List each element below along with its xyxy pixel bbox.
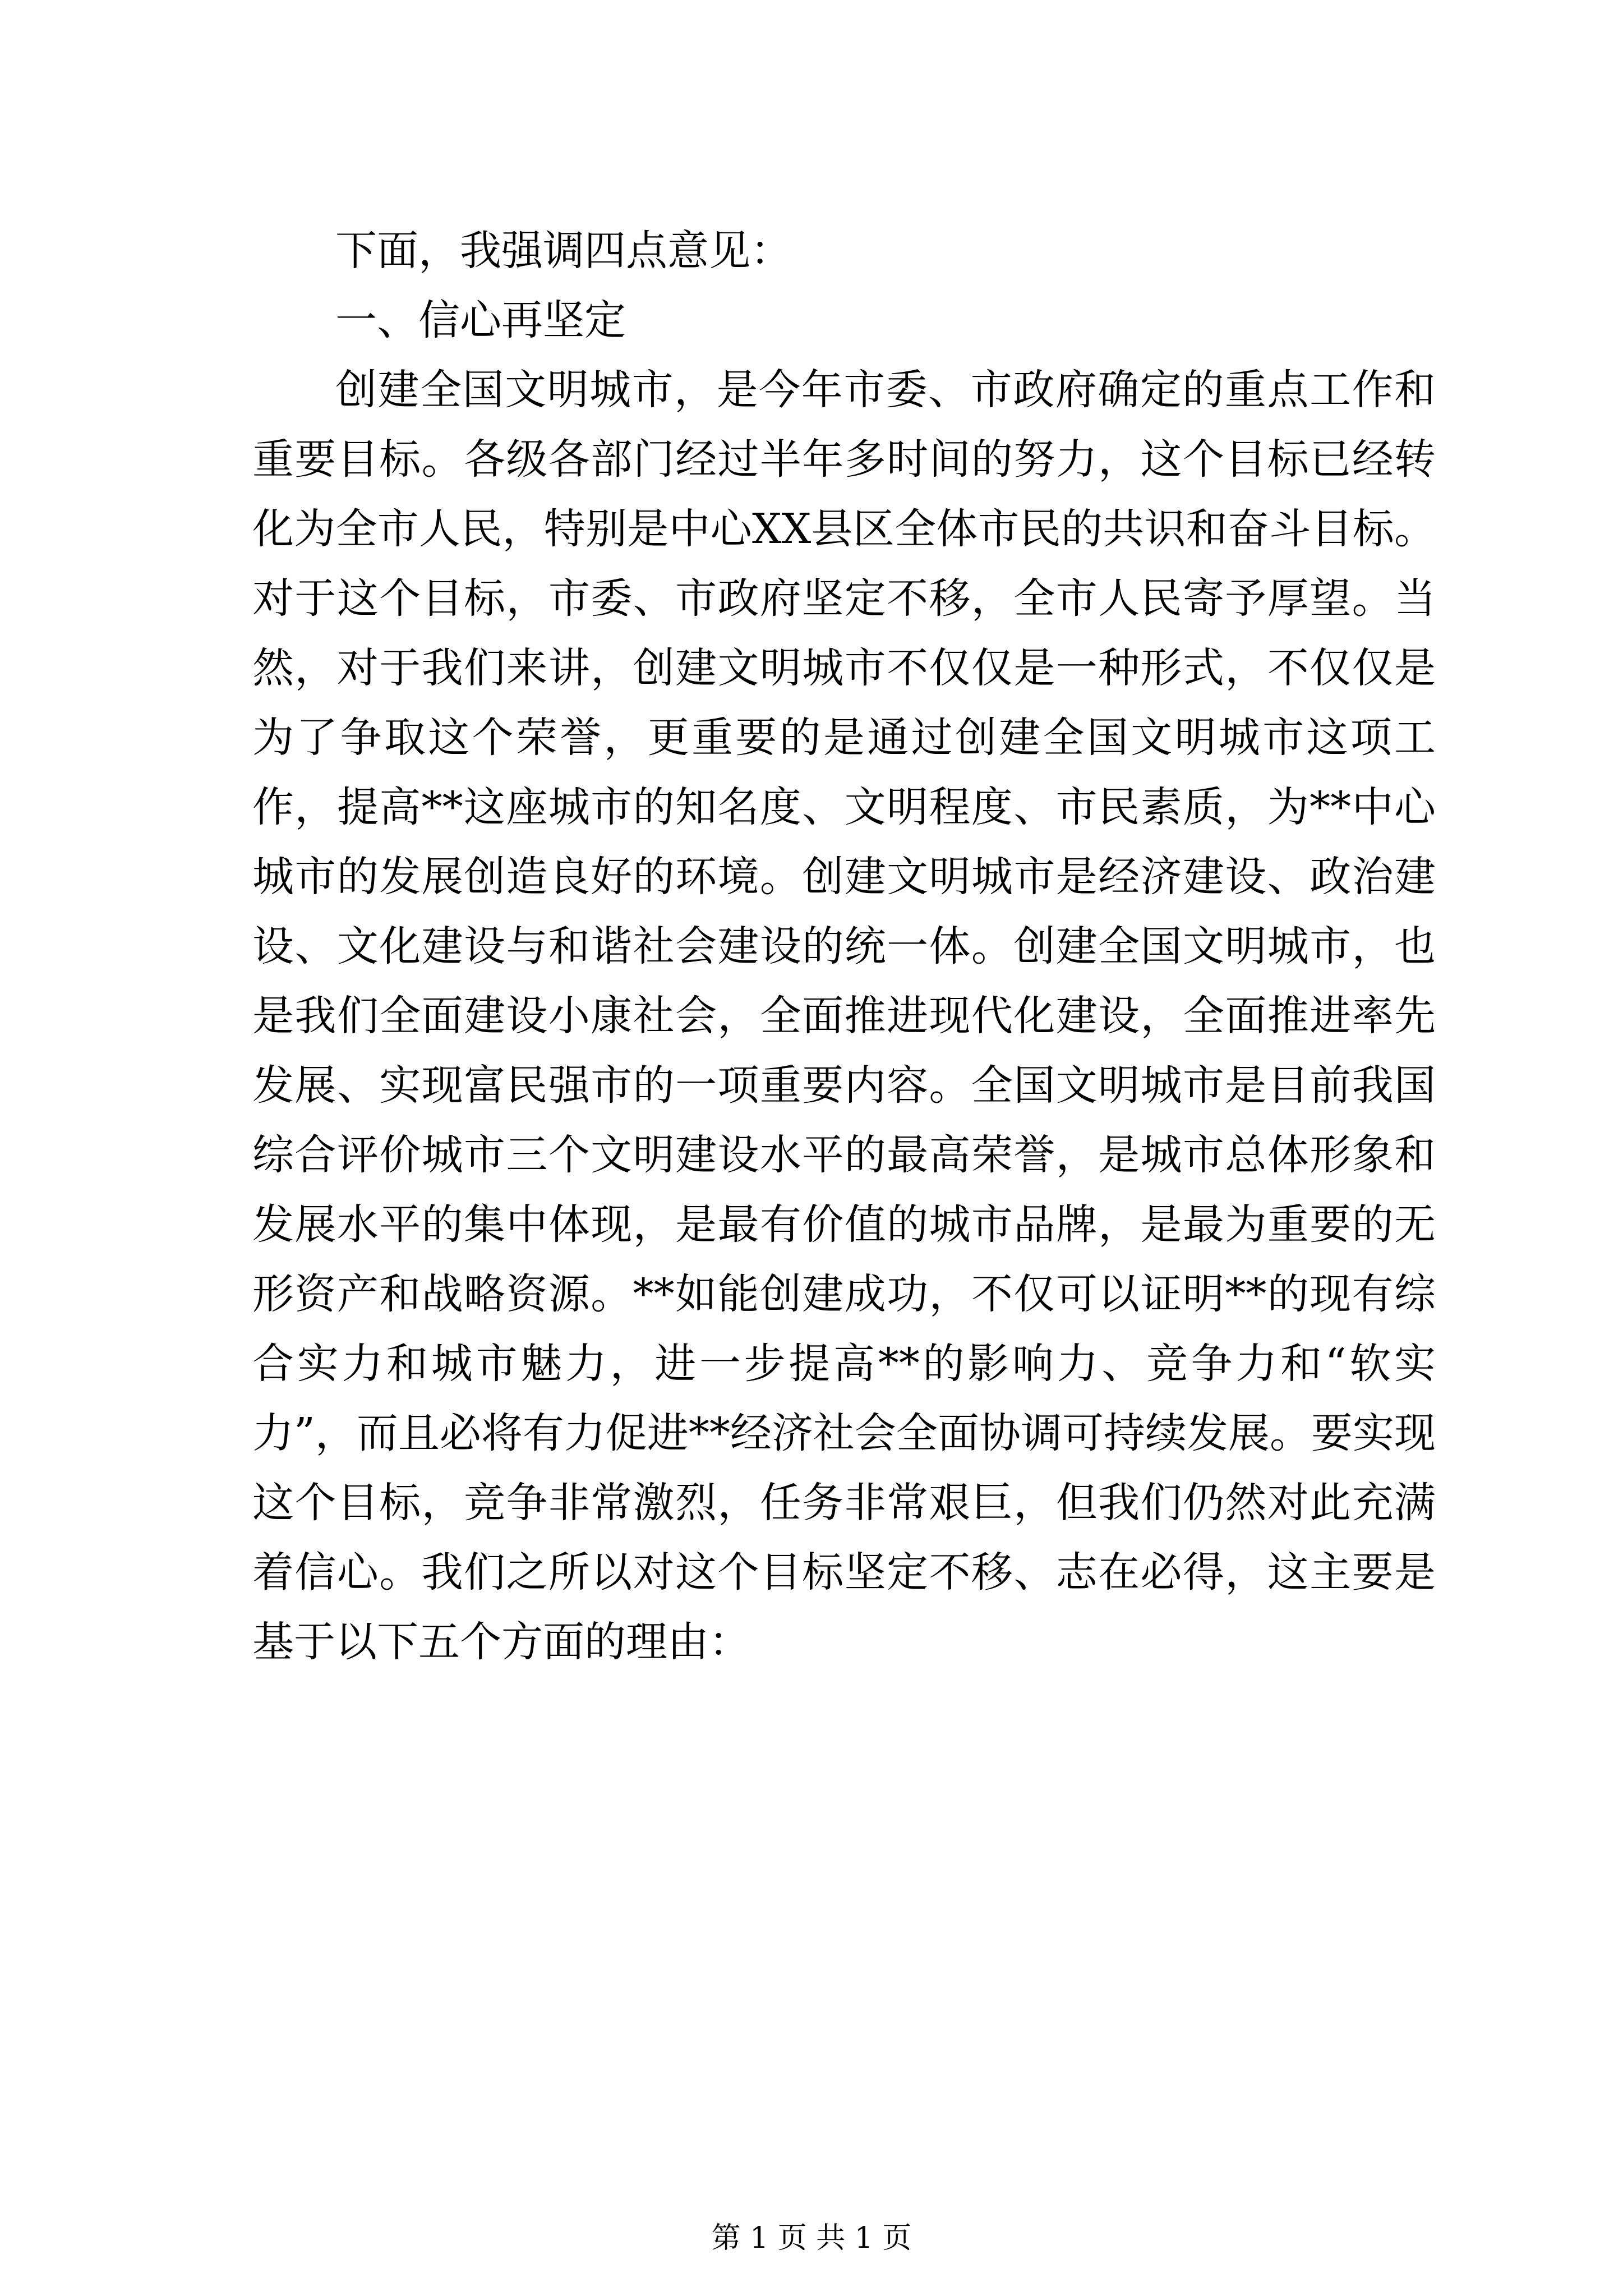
document-body (252, 216, 1436, 1677)
body-paragraph: 创建全国文明城市，是今年市委、市政府确定的重点工作和重要目标。各级各部门经过半年多时间的努力，这个目标已经转化为全市人民，特别是中心XX县区全体市民的共识和奋斗目标。对于这个目标，市委、市政府坚定不移，全市人民寄予厚望。当然，对于我们来讲，创建文明城市不仅仅是一种形式，不仅仅是为了争取这个荣誉，更重要的是通过创建全国文明城市这项工作，提高**这座城市的知名度、文明程度、市民素质，为**中心城市的发展创造良好的环境。创建文明城市是经济建设、政治建设、文化建设与和谐社会建设的统一体。创建全国文明城市，也是我们全面建设小康社会，全面推进现代化建设，全面推进率先发展、实现富民强市的一项重要内容。全国文明城市是目前我国综合评价城市三个文明建设水平的最高荣誉，是城市总体形象和发展水平的集中体现，是最有价值的城市品牌，是最为重要的无形资产和战略资源。**如能创建成功，不仅可以证明**的现有综合实力和城市魅力，进一步提高**的影响力、竞争力和“软实力”，而且必将有力促进**经济社会全面协调可持续发展。要实现这个目标，竞争非常激烈，任务非常艰巨，但我们仍然对此充满着信心。我们之所以对这个目标坚定不移、志在必得，这主要是基于以下五个方面的理由： (252, 366, 1436, 1666)
intro-line: 下面，我强调四点意见： (335, 227, 792, 275)
section-heading: 一、信心再坚定 (335, 296, 626, 344)
page-footer: 第 1 页 共 1 页 (711, 2221, 912, 2255)
